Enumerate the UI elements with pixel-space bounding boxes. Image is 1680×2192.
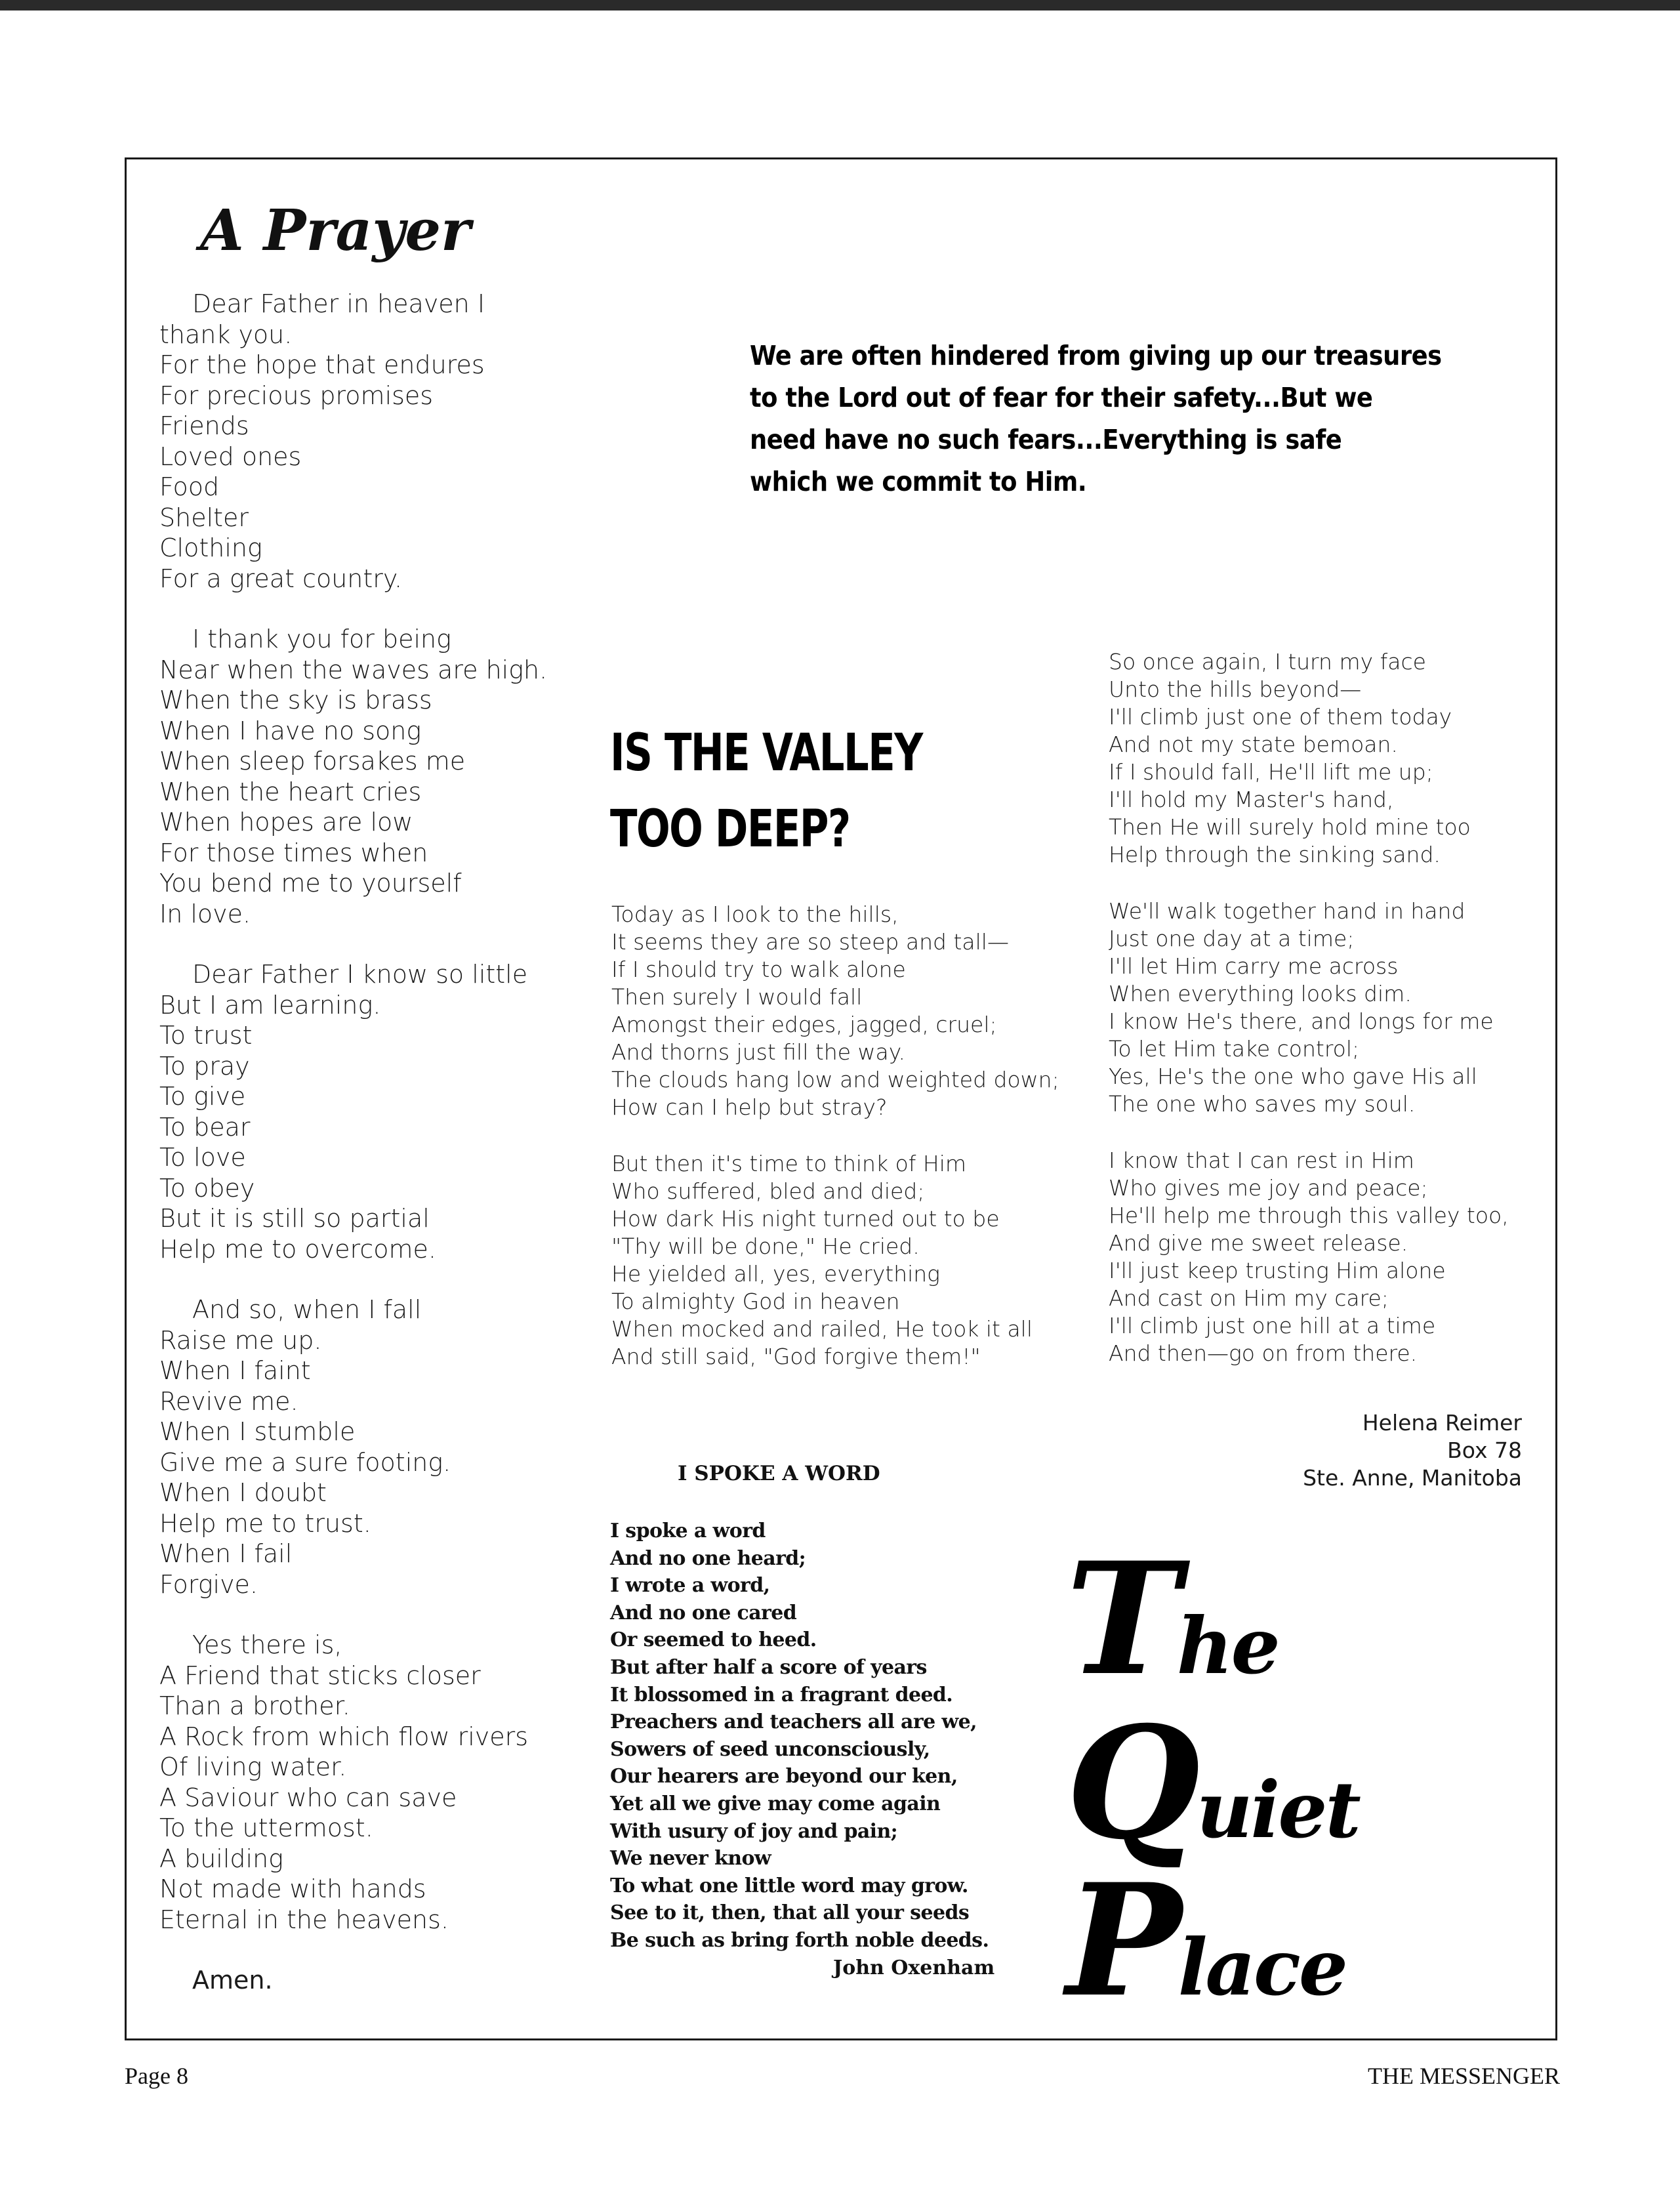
poem-line: And no one heard; — [610, 1546, 806, 1570]
poem-line: Then surely I would fall — [611, 984, 863, 1010]
poem-line: And then—go on from there. — [1109, 1340, 1418, 1366]
prayer-poem — [159, 289, 560, 1996]
valley-poem-right — [1109, 648, 1555, 1396]
poem-line: A building — [159, 1844, 283, 1873]
poem-line: If I should fall, He'll lift me up; — [1109, 759, 1433, 785]
poem-line: Revive me. — [159, 1386, 298, 1416]
poem-line: It blossomed in a fragrant deed. — [610, 1683, 953, 1706]
poem-line: To what one little word may grow. — [610, 1874, 968, 1897]
poem-line: Not made with hands — [159, 1874, 426, 1903]
poem-line: Who suffered, bled and died; — [611, 1178, 925, 1204]
poem-line: See to it, then, that all your seeds — [610, 1901, 970, 1925]
poem-line: Give me a sure footing. — [159, 1447, 451, 1477]
stanza — [611, 901, 1084, 1121]
poem-line: And no one cared — [610, 1601, 797, 1624]
poem-line: Sowers of seed unconsciously, — [610, 1737, 930, 1761]
poem-line: And cast on Him my care; — [1109, 1285, 1389, 1311]
poem-line: With usury of joy and pain; — [610, 1819, 898, 1843]
poem-line: I'll just keep trusting Him alone — [1109, 1258, 1446, 1283]
poem-line: thank you. — [159, 320, 293, 349]
spoke-poem — [610, 1518, 1004, 1954]
poem-line: Eternal in the heavens. — [159, 1905, 449, 1934]
poem-line: Loved ones — [159, 442, 302, 471]
poem-line: Or seemed to heed. — [610, 1628, 817, 1652]
poem-line: To pray — [159, 1051, 250, 1081]
quiet-place-rest: uiet — [1196, 1764, 1359, 1855]
poem-line: But after half a score of years — [610, 1655, 927, 1679]
poem-line: So once again, I turn my face — [1109, 649, 1426, 674]
poem-line: When everything looks dim. — [1109, 981, 1412, 1006]
poem-line: We'll walk together hand in hand — [1109, 898, 1465, 924]
poem-line: He yielded all, yes, everything — [611, 1261, 940, 1287]
quiet-place-cap: P — [1066, 1850, 1178, 2031]
poem-line: When I have no song — [159, 716, 422, 745]
poem-line: A Rock from which flow rivers — [159, 1722, 529, 1751]
poem-line: It seems they are so steep and tall— — [611, 929, 1009, 955]
poem-line: When I stumble — [159, 1417, 356, 1446]
poem-line: I know He's there, and longs for me — [1109, 1008, 1494, 1034]
poem-line: Friends — [159, 411, 249, 440]
valley-title-line: TOO DEEP? — [610, 800, 850, 859]
stanza — [159, 1294, 560, 1600]
poem-line: Raise me up. — [159, 1325, 322, 1355]
poem-line: A Saviour who can save — [159, 1783, 457, 1812]
poem-line: To the uttermost. — [159, 1813, 373, 1842]
stanza — [1109, 898, 1555, 1118]
valley-poem-left — [611, 901, 1084, 1399]
stanza — [159, 1630, 560, 1935]
quiet-place-line-1 — [1066, 1529, 1279, 1710]
quiet-place-cap: T — [1066, 1529, 1177, 1710]
poem-line: I'll climb just one of them today — [1109, 704, 1452, 730]
poem-line: I'll climb just one hill at a time — [1109, 1313, 1436, 1338]
poem-line: And not my state bemoan. — [1109, 732, 1398, 757]
poem-line: If I should try to walk alone — [611, 957, 906, 982]
poem-line: We never know — [610, 1847, 771, 1871]
poem-line: How can I help but stray? — [611, 1094, 888, 1120]
quote-line: We are often hindered from giving up our treasures — [750, 340, 1442, 371]
poem-line: Than a brother. — [159, 1691, 350, 1720]
poem-line: When I faint — [159, 1356, 311, 1385]
poem-line: Unto the hills beyond— — [1109, 676, 1362, 702]
poem-line: I'll hold my Master's hand, — [1109, 787, 1394, 812]
poem-line: I wrote a word, — [610, 1574, 770, 1598]
poem-line: When the sky is brass — [159, 686, 432, 714]
poem-line: For those times when — [159, 838, 428, 867]
poem-line: And thorns just fill the way. — [611, 1039, 906, 1065]
valley-title — [610, 715, 1010, 867]
poem-line: The clouds hang low and weighted down; — [611, 1067, 1059, 1092]
poem-line: To bear — [159, 1112, 251, 1142]
poem-line: For a great country. — [159, 564, 403, 593]
poem-line: When hopes are low — [159, 808, 413, 837]
poem-line: Yes there is, — [192, 1630, 342, 1659]
poem-line: In love. — [159, 899, 251, 928]
author-name: Helena Reimer — [1362, 1410, 1522, 1436]
poem-line: Shelter — [159, 503, 249, 532]
poem-line: Then He will surely hold mine too — [1109, 814, 1471, 840]
poem-line: For precious promises — [159, 381, 434, 410]
poem-line: Just one day at a time; — [1109, 926, 1355, 951]
valley-title-line: IS THE VALLEY — [610, 724, 922, 783]
poem-line: To let Him take control; — [1109, 1036, 1360, 1062]
poem-line: Dear Father I know so little — [192, 960, 528, 989]
poem-line: Today as I look to the hills, — [611, 901, 899, 927]
poem-line: How dark His night turned out to be — [611, 1206, 1000, 1231]
poem-line: But it is still so partial — [159, 1204, 430, 1233]
poem-line: Be such as bring forth noble deeds. — [610, 1928, 989, 1952]
poem-line: And still said, "God forgive them!" — [611, 1344, 981, 1369]
poem-line: When sleep forsakes me — [159, 747, 466, 775]
poem-line: Food — [159, 472, 220, 501]
publication-name: THE MESSENGER — [1367, 2063, 1560, 2089]
poem-line: The one who saves my soul. — [1109, 1091, 1416, 1117]
poem-line: Of living water. — [159, 1752, 347, 1781]
prayer-closing: Amen. — [192, 1966, 273, 1995]
valley-signature — [1246, 1409, 1522, 1492]
stanza — [159, 289, 560, 594]
poem-line: I'll let Him carry me across — [1109, 953, 1399, 979]
poem-line: But I am learning. — [159, 990, 381, 1020]
poem-line: To almighty God in heaven — [611, 1289, 900, 1314]
poem-line: To give — [159, 1082, 246, 1111]
poem-line: Forgive. — [159, 1569, 258, 1599]
scan-edge — [0, 0, 1680, 10]
poem-line: To love — [159, 1143, 246, 1172]
poem-line: You bend me to yourself — [159, 869, 462, 898]
poem-line: Yet all we give may come again — [610, 1792, 941, 1815]
page-number: Page 8 — [125, 2063, 188, 2089]
author-location: Ste. Anne, Manitoba — [1303, 1465, 1522, 1491]
quote-box — [750, 335, 1442, 503]
stanza — [1109, 648, 1555, 869]
quote-line: which we commit to Him. — [750, 466, 1087, 497]
poem-line: Near when the waves are high. — [159, 655, 548, 684]
poem-line: Amongst their edges, jagged, cruel; — [611, 1012, 997, 1037]
poem-line: I thank you for being — [192, 625, 451, 653]
quote-line: need have no such fears...Everything is safe — [750, 424, 1342, 455]
poem-line: When mocked and railed, He took it all — [611, 1316, 1033, 1342]
poem-line: Yes, He's the one who gave His all — [1109, 1064, 1477, 1089]
poem-line: Who gives me joy and peace; — [1109, 1175, 1428, 1201]
poem-line: When the heart cries — [159, 777, 422, 806]
poem-line: A Friend that sticks closer — [159, 1661, 481, 1690]
poem-line: Dear Father in heaven I — [192, 289, 485, 318]
poem-line: "Thy will be done," He cried. — [611, 1233, 920, 1259]
quiet-place-rest: he — [1176, 1600, 1279, 1691]
poem-line: He'll help me through this valley too, — [1109, 1203, 1509, 1228]
prayer-title: A Prayer — [200, 197, 471, 264]
poem-line: For the hope that endures — [159, 350, 485, 379]
poem-line: I know that I can rest in Him — [1109, 1148, 1414, 1173]
poem-line: When I doubt — [159, 1478, 327, 1507]
poem-line: Help me to trust. — [159, 1508, 371, 1538]
poem-line: And give me sweet release. — [1109, 1230, 1408, 1256]
poem-line: Help me to overcome. — [159, 1234, 436, 1264]
stanza — [1109, 1147, 1555, 1367]
poem-line: To obey — [159, 1173, 255, 1203]
stanza — [159, 959, 560, 1264]
poem-line: When I fail — [159, 1539, 293, 1568]
spoke-title: I SPOKE A WORD — [678, 1462, 880, 1485]
quiet-place-line-2 — [1066, 1693, 1359, 1874]
stanza — [159, 624, 560, 929]
poem-line: I spoke a word — [610, 1520, 766, 1542]
spoke-author: John Oxenham — [833, 1956, 995, 1979]
poem-line: Our hearers are beyond our ken, — [610, 1765, 958, 1789]
poem-line: To trust — [159, 1021, 253, 1050]
stanza — [611, 1150, 1084, 1371]
quiet-place-rest: lace — [1178, 1922, 1346, 2013]
poem-line: Help through the sinking sand. — [1109, 842, 1441, 867]
poem-line: But then it's time to think of Him — [611, 1151, 967, 1176]
quiet-place-cap: Q — [1066, 1693, 1197, 1874]
quiet-place-line-3 — [1066, 1850, 1346, 2031]
poem-line: And so, when I fall — [192, 1295, 422, 1324]
poem-line: Clothing — [159, 533, 262, 562]
quote-line: to the Lord out of fear for their safety...But we — [750, 382, 1373, 413]
poem-line: Preachers and teachers all are we, — [610, 1710, 977, 1734]
author-box: Box 78 — [1447, 1437, 1522, 1463]
